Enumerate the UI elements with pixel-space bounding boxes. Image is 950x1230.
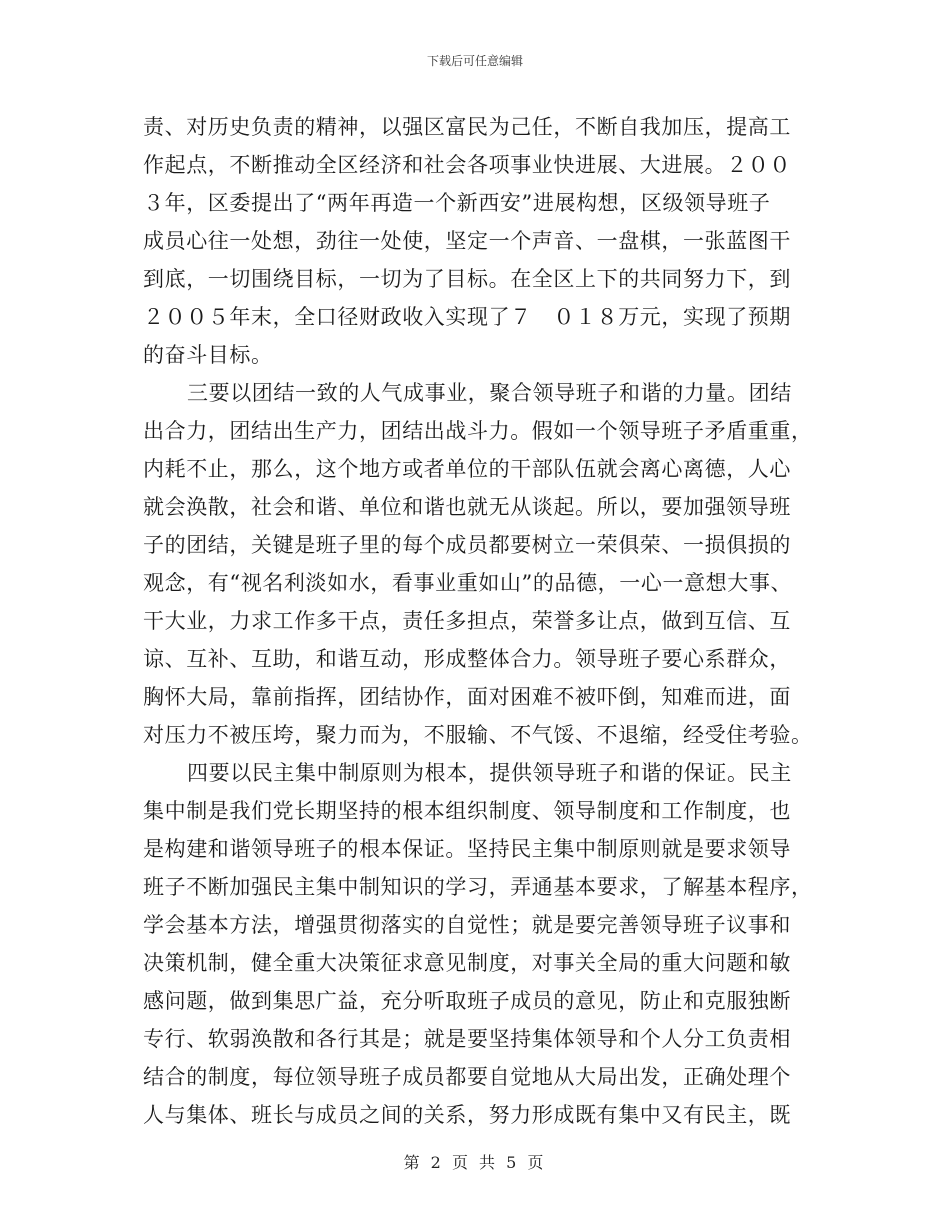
body-text	[143, 108, 811, 1134]
text-line: 集中制是我们党长期坚持的根本组织制度、领导制度和工作制度，也	[143, 799, 791, 823]
text-line: 班子不断加强民主集中制知识的学习，弄通基本要求，了解基本程序，	[143, 875, 813, 899]
text-line: 出合力，团结出生产力，团结出战斗力。假如一个领导班子矛盾重重，	[143, 419, 813, 443]
text-line: 的奋斗目标。	[143, 343, 273, 367]
text-line: 是构建和谐领导班子的根本保证。坚持民主集中制原则就是要求领导	[143, 837, 791, 861]
text-line: 专行、软弱涣散和各行其是；就是要坚持集体领导和个人分工负责相	[143, 1027, 791, 1051]
page-header: 下载后可任意编辑	[426, 54, 523, 68]
text-line: 胸怀大局，靠前指挥，团结协作，面对困难不被吓倒，知难而进，面	[143, 685, 791, 709]
text-line: 对压力不被压垮，聚力而为，不服输、不气馁、不退缩，经受住考验。	[143, 723, 813, 747]
text-line: 观念，有“视名利淡如水，看事业重如山”的品德，一心一意想大事、	[143, 571, 793, 595]
text-line: 谅、互补、互助，和谐互动，形成整体合力。领导班子要心系群众，	[143, 647, 791, 671]
text-line: 感问题，做到集思广益，充分听取班子成员的意见，防止和克服独断	[143, 989, 791, 1013]
text-line: 成员心往一处想，劲往一处使，坚定一个声音、一盘棋，一张蓝图干	[143, 229, 791, 253]
text-line: 三要以团结一致的人气成事业，聚合领导班子和谐的力量。团结	[187, 381, 792, 405]
text-line: 决策机制，健全重大决策征求意见制度，对事关全局的重大问题和敏	[143, 951, 791, 975]
text-line: 作起点，不断推动全区经济和社会各项事业快进展、大进展。２００	[143, 153, 791, 177]
text-line: ３年，区委提出了“两年再造一个新西安”进展构想，区级领导班子	[143, 191, 771, 215]
text-line: 内耗不止，那么，这个地方或者单位的干部队伍就会离心离德，人心	[143, 457, 791, 481]
page-footer: 第 2 页 共 5 页	[403, 1153, 547, 1172]
text-line: 人与集体、班长与成员之间的关系，努力形成既有集中又有民主，既	[143, 1103, 791, 1127]
text-line: 干大业，力求工作多干点，责任多担点，荣誉多让点，做到互信、互	[143, 609, 791, 633]
text-line: ２００５年末，全口径财政收入实现了７ ０１８万元，实现了预期	[143, 305, 791, 329]
text-line: 就会涣散，社会和谐、单位和谐也就无从谈起。所以，要加强领导班	[143, 495, 791, 519]
text-line: 责、对历史负责的精神，以强区富民为己任，不断自我加压，提高工	[143, 115, 791, 139]
text-line: 子的团结，关键是班子里的每个成员都要树立一荣俱荣、一损俱损的	[143, 533, 791, 557]
text-line: 到底，一切围绕目标，一切为了目标。在全区上下的共同努力下，到	[143, 267, 791, 291]
text-line: 结合的制度，每位领导班子成员都要自觉地从大局出发，正确处理个	[143, 1065, 791, 1089]
text-line: 学会基本方法，增强贯彻落实的自觉性；就是要完善领导班子议事和	[143, 913, 791, 937]
text-line: 四要以民主集中制原则为根本，提供领导班子和谐的保证。民主	[187, 761, 792, 785]
